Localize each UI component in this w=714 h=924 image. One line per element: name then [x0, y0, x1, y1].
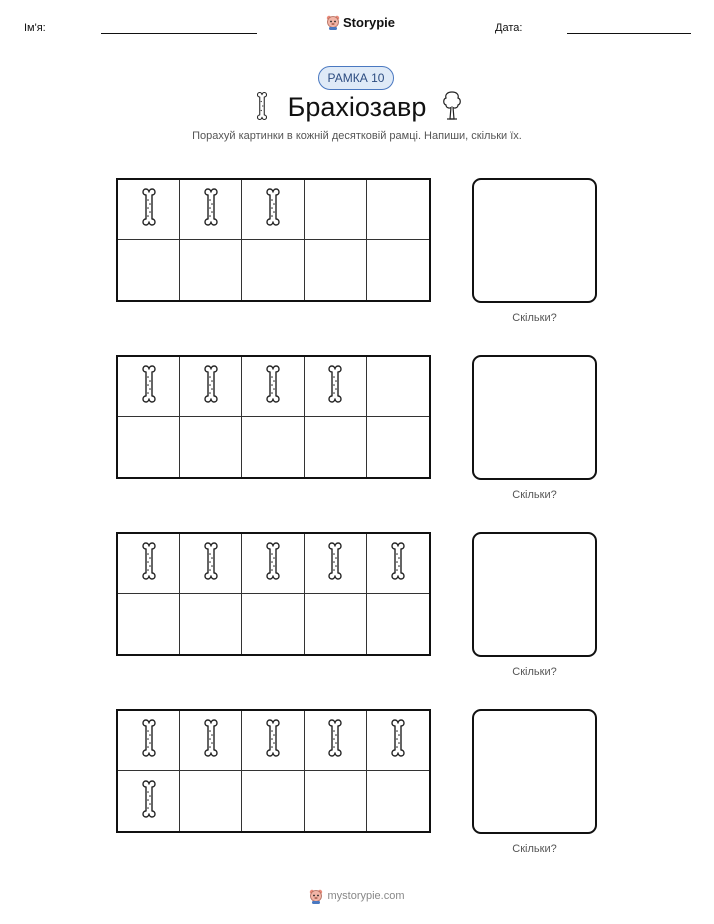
bone-icon	[263, 186, 283, 233]
instructions: Порахуй картинки в кожній десятковій рамці. Напиши, скільки їх.	[192, 130, 522, 142]
name-label: Ім'я:	[24, 22, 46, 34]
bone-icon	[325, 363, 345, 410]
ten-frame-cell	[242, 180, 304, 240]
ten-frame-cell	[242, 711, 304, 771]
bone-icon	[139, 186, 159, 233]
answer-box[interactable]	[472, 178, 597, 303]
bone-icon	[201, 717, 221, 764]
tree-icon	[441, 89, 463, 126]
ten-frame	[116, 178, 431, 302]
ten-frame-cell	[305, 771, 367, 831]
ten-frame-cell	[367, 534, 429, 594]
how-many-label: Скільки?	[512, 489, 557, 501]
bone-icon	[139, 363, 159, 410]
date-label: Дата:	[495, 22, 523, 34]
footer-site[interactable]: mystorypie.com	[327, 890, 405, 902]
ten-frame-cell	[118, 594, 180, 654]
bone-icon	[139, 540, 159, 587]
bone-icon	[201, 540, 221, 587]
bone-icon	[263, 717, 283, 764]
frame-type-badge: РАМКА 10	[318, 66, 394, 90]
ten-frame-cell	[367, 417, 429, 477]
ten-frame	[116, 709, 431, 833]
ten-frame-cell	[242, 534, 304, 594]
ten-frame-cell	[367, 771, 429, 831]
bone-icon	[388, 540, 408, 587]
ten-frame-cell	[367, 594, 429, 654]
brand-logo	[326, 14, 395, 30]
ten-frame-cell	[180, 240, 242, 300]
how-many-label: Скільки?	[512, 666, 557, 678]
ten-frame-cell	[242, 771, 304, 831]
ten-frame-cell	[305, 534, 367, 594]
ten-frame-cell	[367, 711, 429, 771]
bone-icon	[263, 363, 283, 410]
bone-icon	[325, 540, 345, 587]
mascot-icon	[326, 14, 340, 30]
date-write-line[interactable]	[567, 33, 691, 34]
page-title: Брахіозавр	[287, 92, 427, 122]
ten-frame-cell	[180, 180, 242, 240]
bone-icon	[388, 717, 408, 764]
ten-frame-cell	[367, 357, 429, 417]
ten-frame-cell	[305, 594, 367, 654]
ten-frame-cell	[367, 240, 429, 300]
answer-box[interactable]	[472, 532, 597, 657]
ten-frame-cell	[305, 180, 367, 240]
ten-frame-cell	[180, 594, 242, 654]
bone-icon	[139, 717, 159, 764]
ten-frame-cell	[180, 417, 242, 477]
ten-frame-cell	[305, 357, 367, 417]
ten-frame-cell	[118, 180, 180, 240]
bone-icon	[201, 186, 221, 233]
ten-frame-cell	[242, 417, 304, 477]
ten-frame-cell	[367, 180, 429, 240]
ten-frame-cell	[118, 711, 180, 771]
answer-box[interactable]	[472, 355, 597, 480]
how-many-label: Скільки?	[512, 843, 557, 855]
footer	[0, 888, 714, 904]
brand-name: Storypie	[343, 14, 396, 30]
ten-frame-cell	[242, 594, 304, 654]
ten-frame-cell	[118, 357, 180, 417]
mascot-icon	[309, 888, 323, 904]
ten-frame-cell	[118, 417, 180, 477]
ten-frame-cell	[305, 711, 367, 771]
ten-frame-cell	[180, 534, 242, 594]
ten-frame-cell	[118, 534, 180, 594]
ten-frame-cell	[180, 711, 242, 771]
ten-frame-cell	[180, 357, 242, 417]
bone-icon	[325, 717, 345, 764]
ten-frame-cell	[305, 417, 367, 477]
ten-frame-cell	[242, 357, 304, 417]
ten-frame-cell	[180, 771, 242, 831]
answer-box[interactable]	[472, 709, 597, 834]
bone-icon	[139, 778, 159, 825]
ten-frame	[116, 355, 431, 479]
ten-frame	[116, 532, 431, 656]
ten-frame-cell	[118, 240, 180, 300]
bone-icon	[263, 540, 283, 587]
ten-frame-cell	[242, 240, 304, 300]
bone-icon	[201, 363, 221, 410]
how-many-label: Скільки?	[512, 312, 557, 324]
name-write-line[interactable]	[101, 33, 257, 34]
ten-frame-cell	[305, 240, 367, 300]
ten-frame-cell	[118, 771, 180, 831]
